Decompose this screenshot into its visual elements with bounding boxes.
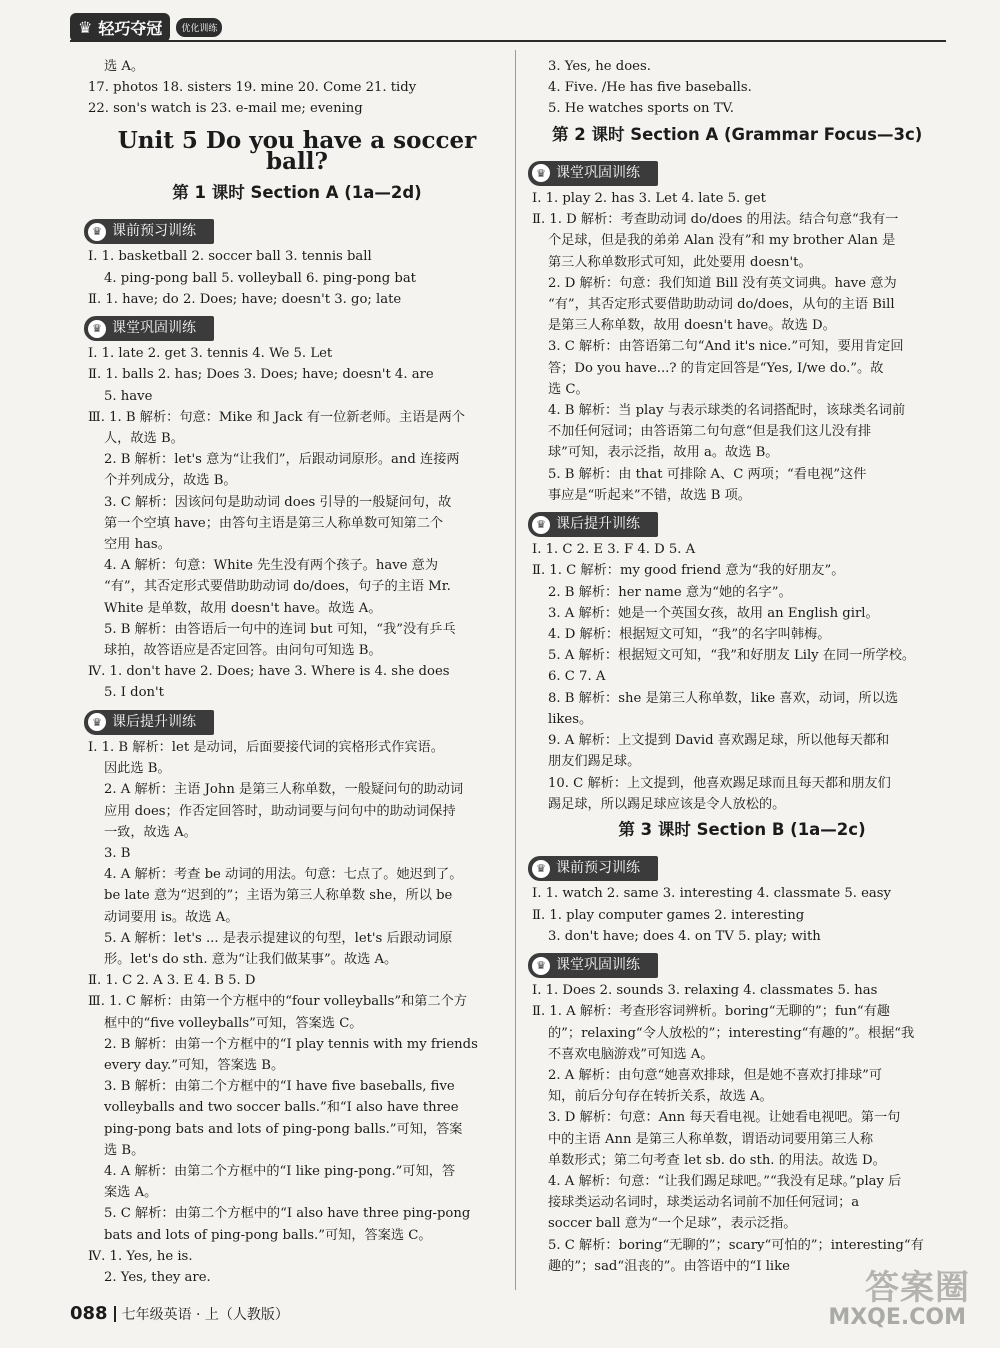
after-class-lines — [88, 737, 506, 1288]
series-name: 优化训练 — [176, 18, 222, 37]
answer-line: 动词要用 is。故选 A。 — [104, 909, 239, 925]
answer-line: 3. B — [104, 845, 131, 861]
answer-line: Ⅰ. 1. play 2. has 3. Let 4. late 5. get — [532, 191, 766, 207]
lesson2-title: 第 2 课时 Section A (Grammar Focus—3c) — [552, 124, 923, 144]
answer-line: 5. A 解析：let's ... 是表示提建议的句型，let's 后跟动词原 — [104, 930, 453, 946]
answer-line: ping-pong bats and lots of ping-pong balls.”可知，答案 — [104, 1121, 463, 1137]
answer-line: 5. C 解析：boring“无聊的”；scary“可怕的”；interesting“有 — [548, 1237, 924, 1253]
answer-line: 一致，故选 A。 — [104, 824, 197, 840]
answer-line: 3. B 解析：由第二个方框中的“I have five baseballs, five — [104, 1079, 455, 1095]
answer-line: 4. D 解析：根据短文可知，“我”的名字叫韩梅。 — [548, 627, 831, 643]
answer-line: 3. C 解析：由答语第二句“And it's nice.”可知，要用肯定回 — [548, 339, 904, 355]
banner-label: 课堂巩固训练 — [556, 956, 640, 973]
brand-name: 轻巧夺冠 — [98, 18, 163, 38]
answer-line: 空用 has。 — [104, 537, 171, 553]
answer-line: be late 意为“迟到的”；主语为第三人称单数 she，所以 be — [104, 888, 453, 904]
pre-study-lines — [532, 883, 952, 947]
answer-line: 球拍，故答语应是否定回答。由问句可知选 B。 — [104, 643, 382, 659]
banner-label: 课前预习训练 — [112, 223, 196, 240]
book-title: 七年级英语 · 上（人教版） — [121, 1306, 289, 1323]
answer-line: 4. A 解析：由第二个方框中的“I like ping-pong.”可知，答 — [104, 1163, 456, 1179]
answer-line: 5. B 解析：由答语后一句中的连词 but 可知，“我”没有乒乓 — [104, 621, 456, 637]
answer-line: Ⅱ. 1. C 2. A 3. E 4. B 5. D — [88, 973, 256, 989]
answer-line: 答；Do you have...? 的肯定回答是“Yes, I/we do.”。故 — [548, 360, 884, 376]
answer-line: 案选 A。 — [104, 1185, 158, 1201]
crown-icon: ♛ — [88, 713, 106, 731]
crown-icon: ♛ — [532, 164, 550, 182]
answer-line: 选 C。 — [548, 381, 589, 397]
watermark-brand: 答案圈 — [865, 1268, 970, 1308]
unit-title: Unit 5 Do you have a soccer ball? — [117, 126, 477, 175]
answer-line: 2. Yes, they are. — [104, 1269, 211, 1285]
answer-line: 2. A 解析：由句意“她喜欢排球，但是她不喜欢打排球”可 — [548, 1067, 883, 1083]
left-column — [88, 56, 506, 1288]
answer-line: 2. D 解析：句意：我们知道 Bill 没有英文词典。have 意为 — [548, 275, 897, 291]
answer-line: 接球类运动名词时，球类运动名词前不加任何冠词；a — [548, 1195, 860, 1211]
answer-line: Ⅰ. 1. basketball 2. soccer ball 3. tennis ball — [88, 249, 372, 265]
answer-line: 3. C 解析：因该问句是助动词 does 引导的一般疑问句，故 — [104, 494, 452, 510]
banner-label: 课堂巩固训练 — [112, 320, 196, 337]
column-divider — [515, 50, 516, 1290]
answer-line: 4. ping-pong ball 5. volleyball 6. ping-pong bat — [104, 270, 416, 286]
answer-line: “有”，其否定形式要借助助动词 do/does，从句的主语 Bill — [548, 297, 895, 313]
answer-line: 4. A 解析：考查 be 动词的用法。句意：七点了。她迟到了。 — [104, 867, 463, 883]
answer-line: 3. Yes, he does. — [548, 59, 651, 74]
header-logo — [70, 12, 222, 42]
answer-line: Ⅳ. 1. don't have 2. Does; have 3. Where is 4. she does — [88, 664, 450, 680]
banner-label: 课前预习训练 — [556, 860, 640, 877]
answer-line: every day.”可知，答案选 B。 — [104, 1057, 285, 1073]
lesson3-title: 第 3 课时 Section B (1a—2c) — [618, 819, 866, 839]
section-banner — [84, 710, 214, 735]
answer-line: 4. A 解析：句意：“让我们踢足球吧。”“我没有足球。”play 后 — [548, 1173, 902, 1189]
answer-line: Ⅳ. 1. Yes, he is. — [88, 1248, 193, 1264]
answer-line: 框中的“five volleyballs”可知，答案选 C。 — [104, 1015, 363, 1031]
answer-line: 5. He watches sports on TV. — [548, 101, 734, 117]
banner-label: 课后提升训练 — [556, 516, 640, 533]
answer-line: 2. B 解析：let's 意为“让我们”，后跟动词原形。and 连接两 — [104, 452, 460, 468]
answer-line: 个足球，但是我的弟弟 Alan 没有”和 my brother Alan 是 — [548, 233, 896, 249]
crown-icon: ♛ — [78, 17, 93, 37]
answer-line: 3. D 解析：句意：Ann 每天看电视。让她看电视吧。第一句 — [548, 1110, 901, 1126]
class-lines — [88, 343, 506, 703]
answer-line: 4. Five. /He has five baseballs. — [548, 80, 752, 96]
banner-label: 课后提升训练 — [112, 713, 196, 730]
banner-label: 课堂巩固训练 — [556, 164, 640, 181]
answer-line: 第一个空填 have；由答句主语是第三人称单数可知第二个 — [104, 515, 444, 531]
answer-line: “有”，其否定形式要借助助动词 do/does，句子的主语 Mr. — [104, 579, 451, 595]
answer-line: bats and lots of ping-pong balls.”可知，答案选 C。 — [104, 1227, 432, 1243]
answer-line: Ⅰ. 1. Does 2. sounds 3. relaxing 4. classmates 5. has — [532, 983, 878, 999]
answer-line: Ⅱ. 1. balls 2. has; Does 3. Does; have; doesn't 4. are — [88, 367, 434, 383]
answer-line: Ⅲ. 1. C 解析：由第一个方框中的“four volleyballs”和第二个方 — [88, 994, 468, 1010]
answer-line: Ⅰ. 1. late 2. get 3. tennis 4. We 5. Let — [88, 346, 333, 362]
answer-line: 5. C 解析：由第二个方框中的“I also have three ping-pong — [104, 1206, 471, 1222]
answer-line: 22. son's watch is 23. e-mail me; evening — [88, 101, 363, 117]
answer-line: soccer ball 意为“一个足球”，表示泛指。 — [548, 1216, 797, 1232]
section-banner — [528, 856, 658, 881]
answer-line: 不加任何冠词；由答语第二句句意“但是我们这儿没有排 — [548, 424, 872, 440]
answer-line: Ⅱ. 1. D 解析：考查助动词 do/does 的用法。结合句意“我有一 — [532, 212, 899, 228]
after-class-lines — [532, 539, 952, 815]
lesson1-title: 第 1 课时 Section A (1a—2d) — [172, 183, 422, 203]
answer-line: 3. don't have; does 4. on TV 5. play; with — [548, 928, 821, 944]
crown-icon: ♛ — [532, 860, 550, 878]
answer-line: 3. A 解析：她是一个英国女孩，故用 an English girl。 — [548, 605, 879, 621]
brand-logo — [70, 13, 170, 42]
answer-line: 是第三人称单数，故用 doesn't have。故选 D。 — [548, 318, 836, 334]
answer-line: 踢足球，所以踢足球应该是令人放松的。 — [548, 796, 786, 812]
crown-icon: ♛ — [532, 516, 550, 534]
answer-line: Ⅰ. 1. watch 2. same 3. interesting 4. classmate 5. easy — [532, 886, 891, 902]
answer-line: 事应是“听起来”不错，故选 B 项。 — [548, 487, 751, 503]
answer-line: 6. C 7. A — [548, 669, 606, 685]
left-top-lines — [88, 56, 506, 120]
answer-line: 2. B 解析：由第一个方框中的“I play tennis with my friends — [104, 1036, 478, 1052]
answer-line: 5. I don't — [104, 685, 164, 701]
crown-icon: ♛ — [88, 320, 106, 338]
answer-line: 球”可知，表示泛指，故用 a。故选 B。 — [548, 445, 779, 461]
answer-line: 形。let's do sth. 意为“让我们做某事”。故选 A。 — [104, 951, 398, 967]
section-banner — [528, 953, 658, 978]
answer-line: 的”；relaxing“令人放松的”；interesting“有趣的”。根据“我 — [548, 1025, 915, 1041]
pre-study-lines — [88, 246, 506, 310]
class-lines — [532, 980, 952, 1277]
answer-line: 趣的”；sad“沮丧的”。由答语中的“I like — [548, 1258, 790, 1274]
answer-line: 人，故选 B。 — [104, 431, 184, 447]
answer-line: 2. A 解析：主语 John 是第三人称单数，一般疑问句的助动词 — [104, 782, 464, 798]
answer-line: 10. C 解析：上文提到，他喜欢踢足球而且每天都和朋友们 — [548, 775, 891, 791]
page-number: 088 — [70, 1303, 108, 1324]
crown-icon: ♛ — [532, 957, 550, 975]
answer-line: 8. B 解析：she 是第三人称单数，like 喜欢，动词，所以选 — [548, 690, 899, 706]
header-rule — [70, 40, 946, 42]
answer-line: Ⅱ. 1. A 解析：考查形容词辨析。boring“无聊的”；fun“有趣 — [532, 1004, 890, 1020]
crown-icon: ♛ — [88, 223, 106, 241]
section-banner — [84, 316, 214, 341]
answer-line: 选 B。 — [104, 1142, 145, 1158]
answer-line: 5. have — [104, 388, 153, 404]
answer-line: 单数形式；第二句考查 let sb. do sth. 的用法。故选 D。 — [548, 1152, 886, 1168]
answer-line: 4. B 解析：当 play 与表示球类的名词搭配时，该球类名词前 — [548, 403, 906, 419]
answer-line: 5. A 解析：根据短文可知，“我”和好朋友 Lily 在同一所学校。 — [548, 648, 916, 664]
answer-line: 应用 does；作否定回答时，助动词要与问句中的助动词保持 — [104, 803, 456, 819]
answer-line: 第三人称单数形式可知，此处要用 doesn't。 — [548, 254, 812, 270]
answer-line: 9. A 解析：上文提到 David 喜欢踢足球，所以他每天都和 — [548, 733, 890, 749]
answer-line: 朋友们踢足球。 — [548, 754, 641, 770]
answer-line: 4. A 解析：句意：White 先生没有两个孩子。have 意为 — [104, 558, 439, 574]
right-column — [532, 56, 952, 1277]
answer-line: 个并列成分，故选 B。 — [104, 473, 237, 489]
answer-line: 17. photos 18. sisters 19. mine 20. Come 21. tidy — [88, 80, 417, 96]
class-lines — [532, 188, 952, 506]
section-banner — [84, 219, 214, 244]
answer-line: 中的主语 Ann 是第三人称单数，谓语动词要用第三人称 — [548, 1131, 874, 1147]
answer-line: 不喜欢电脑游戏”可知选 A。 — [548, 1046, 714, 1062]
section-banner — [528, 512, 658, 537]
answer-line: volleyballs and two soccer balls.”和“I also have three — [104, 1100, 459, 1116]
answer-line: Ⅱ. 1. play computer games 2. interesting — [532, 907, 805, 923]
answer-line: likes。 — [548, 711, 593, 727]
answer-line: 选 A。 — [104, 59, 145, 74]
watermark-site: MXQE.COM — [828, 1305, 966, 1330]
answer-line: White 是单数，故用 doesn't have。故选 A。 — [104, 600, 382, 616]
section-banner — [528, 161, 658, 186]
answer-line: 2. B 解析：her name 意为“她的名字”。 — [548, 584, 792, 600]
answer-line: 因此选 B。 — [104, 761, 171, 777]
footer-divider — [114, 1306, 116, 1322]
answer-line: 知，前后分句存在转折关系，故选 A。 — [548, 1089, 773, 1105]
answer-line: Ⅰ. 1. B 解析：let 是动词，后面要接代词的宾格形式作宾语。 — [88, 739, 444, 755]
page-footer — [70, 1303, 289, 1324]
answer-line: Ⅱ. 1. C 解析：my good friend 意为“我的好朋友”。 — [532, 563, 845, 579]
answer-line: Ⅱ. 1. have; do 2. Does; have; doesn't 3. go; late — [88, 291, 402, 307]
answer-line: 5. B 解析：由 that 可排除 A、C 两项；“看电视”这件 — [548, 466, 867, 482]
right-top-lines — [532, 56, 952, 120]
answer-line: Ⅰ. 1. C 2. E 3. F 4. D 5. A — [532, 542, 696, 558]
answer-line: Ⅲ. 1. B 解析：句意：Mike 和 Jack 有一位新老师。主语是两个 — [88, 409, 465, 425]
